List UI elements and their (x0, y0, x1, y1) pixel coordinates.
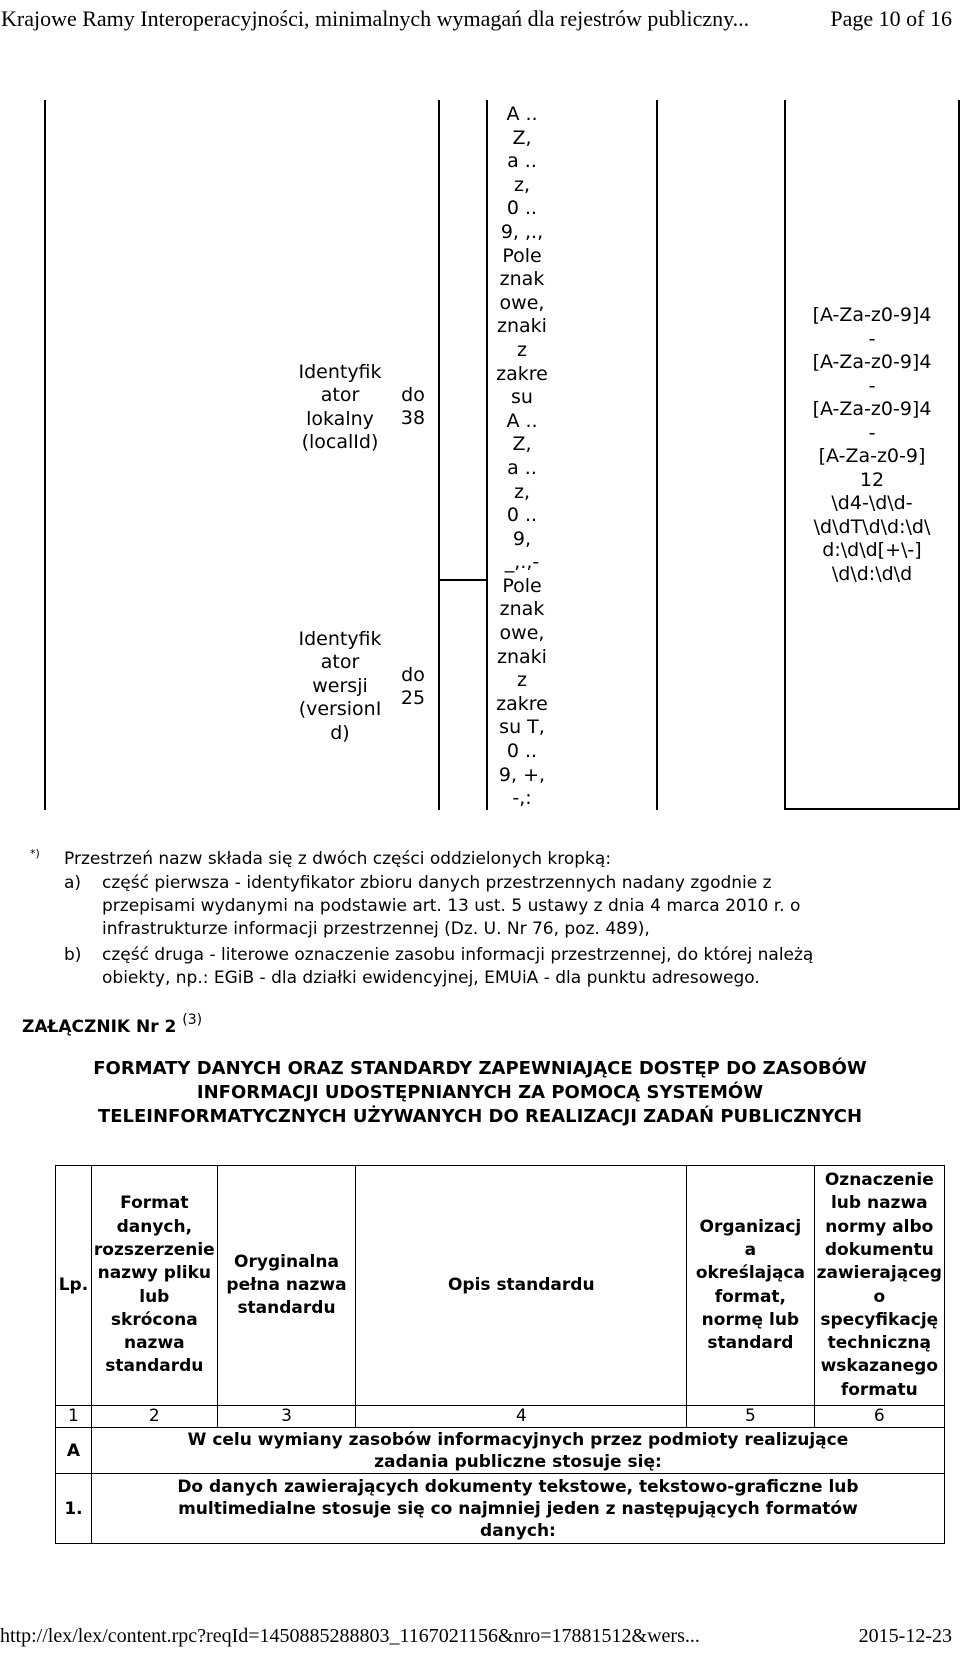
pattern-line: - (868, 374, 876, 397)
charset-line: znak (499, 268, 545, 291)
charset-line: 9, (512, 527, 532, 550)
annex-title: FORMATY DANYCH ORAZ STANDARDY ZAPEWNIAJĄCE DOSTĘP DO ZASOBÓW INFORMACJI UDOSTĘPNIANYCH ZA POMOCĄ SYSTEMÓW TELEINFORMATYCZNYCH UŻYWANYCH DO REALIZACJI ZADAŃ PUBLICZNYCH (93, 1058, 867, 1127)
header-original-name: Oryginalna pełna nazwa standardu (217, 1166, 356, 1406)
charset-line: su (511, 386, 533, 409)
pattern-line: [A-Za-z0-9] (818, 445, 926, 467)
cell-allowed-characters (486, 103, 558, 811)
footnote-b-text: część druga - literowe oznaczenie zasobu informacji przestrzennej, do której należą obiekty, np.: EGiB - dla działki ewidencyjnej, EMUiA - dla punktu adresowego. (102, 945, 814, 988)
column-number: 5 (687, 1406, 814, 1428)
row-label: 1. (56, 1474, 92, 1544)
charset-line: A .. (506, 409, 538, 432)
table-row-divider (438, 579, 486, 581)
charset-line: A .. (506, 103, 538, 125)
footnote-intro: Przestrzeń nazw składa się z dwóch części oddzielonych kropką: (64, 849, 612, 869)
pattern-line: \d4-\d\d- (831, 492, 913, 514)
annex-label: ZAŁĄCZNIK Nr 2 $^{(3)}$ (22, 1012, 203, 1037)
formats-table (55, 1165, 945, 1544)
cell-local-id-name: Identyfik ator lokalny (localId) (298, 361, 382, 454)
page-indicator: Page 10 of 16 (830, 6, 952, 31)
cell-format-pattern (786, 304, 958, 586)
pattern-line: d:\d\d[+\-] (822, 539, 922, 561)
charset-line: 0 .. (506, 740, 538, 763)
column-number: 3 (217, 1406, 356, 1428)
page-url: http://lex/lex/content.rpc?reqId=1450885288803_1167021156&nro=17881512&wers... (0, 1625, 700, 1647)
charset-line: z (517, 669, 527, 692)
column-number: 2 (91, 1406, 217, 1428)
charset-line: 9, ,., (500, 220, 544, 243)
table-border-divider (656, 100, 658, 810)
footnote-a-label: a) (64, 873, 82, 893)
pattern-line: [A-Za-z0-9]4 (812, 304, 932, 326)
footnote-b-label: b) (64, 945, 82, 965)
pattern-line: [A-Za-z0-9]4 (812, 351, 932, 373)
charset-line: z, (513, 173, 530, 196)
charset-line: zakre (496, 362, 548, 385)
charset-line: zakre (496, 692, 548, 715)
column-number: 6 (814, 1406, 944, 1428)
charset-line: 0 .. (506, 197, 538, 220)
item-1-text: Do danych zawierających dokumenty tekstowe, tekstowo-graficzne lub multimedialne stosuje się co najmniej jeden z następujących formatów danych: (91, 1474, 944, 1544)
column-number: 4 (356, 1406, 687, 1428)
charset-line: Pole (502, 244, 542, 267)
footnote-a-text: część pierwsza - identyfikator zbioru danych przestrzennych nadany zgodnie z przepisami wydanymi na podstawie art. 13 ust. 5 ustawy z dnia 4 marca 2010 r. o infrastrukturze informacji przestrzennej (Dz. U. Nr 76, poz. 489), (102, 873, 801, 939)
header-specification: Oznaczenie lub nazwa normy albo dokumentu zawierająceg o specyfikację techniczną wskazanego formatu (814, 1166, 944, 1406)
cell-local-id-length: do 38 (400, 384, 426, 430)
table-border-left (44, 100, 46, 810)
document-title: Krajowe Ramy Interoperacyjności, minimalnych wymagań dla rejestrów publiczny... (1, 6, 750, 31)
header-organization: Organizacj a określająca format, normę lub standard (687, 1166, 814, 1406)
charset-line: a .. (507, 150, 537, 173)
charset-line: su T, (499, 716, 545, 739)
column-number-row (56, 1406, 945, 1428)
charset-line: a .. (507, 456, 537, 479)
charset-line: Z, (512, 126, 532, 149)
pattern-line: 12 (859, 468, 885, 491)
charset-line: znaki (497, 645, 547, 668)
charset-line: znaki (497, 315, 547, 338)
table-row-section-a (56, 1428, 945, 1474)
charset-line: _,.,- (504, 551, 540, 574)
table-row-item-1 (56, 1474, 945, 1544)
table-header-row (56, 1166, 945, 1406)
charset-line: -,: (512, 787, 532, 810)
table-border-divider (438, 100, 440, 810)
charset-line: z (517, 338, 527, 361)
column-number: 1 (56, 1406, 92, 1428)
header-format: Format danych, rozszerzenie nazwy pliku lub skrócona nazwa standardu (91, 1166, 217, 1406)
charset-line: 9, +, (498, 763, 546, 786)
row-label: A (56, 1428, 92, 1474)
annex-reference: (3) (182, 1012, 203, 1028)
pattern-line: \d\d:\d\d (831, 562, 913, 585)
table-border-bottom (784, 808, 960, 810)
charset-line: owe, (499, 622, 545, 645)
footnote-marker: *) (30, 847, 40, 860)
pattern-line: - (868, 421, 876, 444)
charset-line: Pole (502, 574, 542, 597)
charset-line: 0 .. (506, 504, 538, 527)
header-lp: Lp. (56, 1166, 92, 1406)
print-date: 2015-12-23 (858, 1625, 952, 1647)
charset-line: znak (499, 598, 545, 621)
cell-version-id-length: do 25 (400, 664, 426, 710)
cell-version-id-name: Identyfik ator wersji (versionI d) (298, 628, 382, 744)
charset-line: owe, (499, 291, 545, 314)
header-description: Opis standardu (356, 1166, 687, 1406)
pattern-line: \d\dT\d\d:\d\ (813, 515, 931, 538)
charset-line: z, (513, 480, 530, 503)
pattern-line: - (868, 327, 876, 350)
section-a-text: W celu wymiany zasobów informacyjnych przez podmioty realizujące zadania publiczne stosuje się: (91, 1428, 944, 1474)
pattern-line: [A-Za-z0-9]4 (812, 398, 932, 420)
charset-line: Z, (512, 433, 532, 456)
